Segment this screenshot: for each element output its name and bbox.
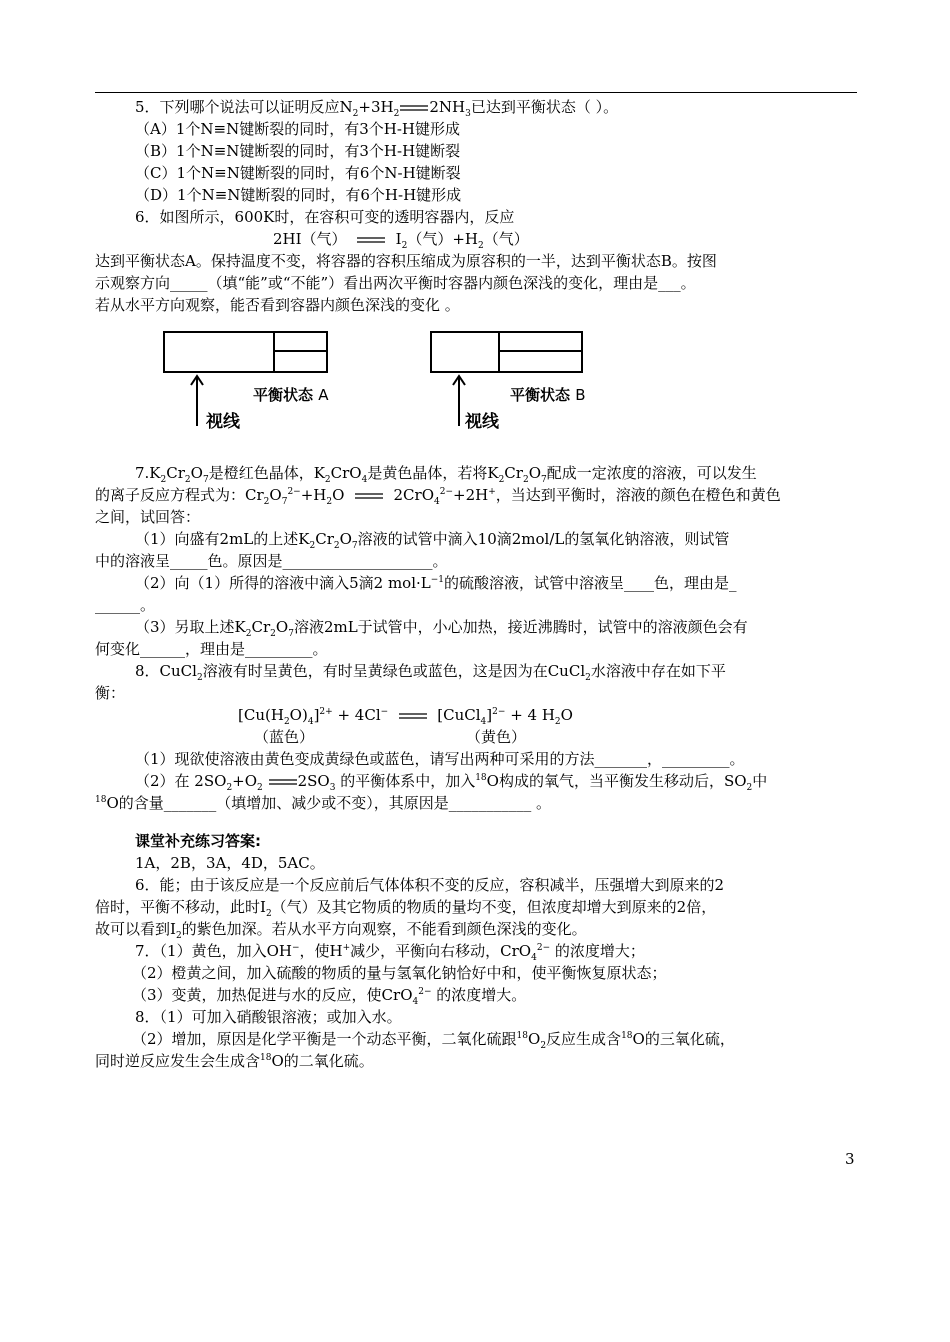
q8-line1: 8．CuCl$_2$溶液有时呈黄色，有时呈黄绿色或蓝色，这是因为在CuCl$_2$水溶液中存在如下平 [135, 662, 726, 683]
q5-stem: 5．下列哪个说法可以证明反应$N_2+3H_2$ $2NH_3$已达到平衡状态（ ）。 [135, 98, 619, 119]
q7-line2: 的离子反应方程式为：$Cr_2O_7^{2-}+H_2O$ 2CrO$_4^{2-}$+2H+，当达到平衡时，溶液的颜色在橙色和黄色 [95, 486, 781, 507]
q6-line4: 示观察方向_____（填“能”或“不能”）看出两次平衡时容器内颜色深浅的变化，理由是___。 [95, 274, 696, 292]
sight-arrow-icon [189, 374, 205, 426]
q7-line4: （1）向盛有2mL的上述$K_2Cr_2O_7$溶液的试管中滴入10滴2mol/L的氢氧化钠溶液，则试管 [135, 530, 730, 551]
answers-line1: 1A，2B，3A，4D，5AC。 [135, 854, 325, 872]
answers-q7-line3: （3）变黄，加热促进与水的反应，使CrO$_4^{2-}$ 的浓度增大。 [132, 986, 527, 1007]
container-b [430, 331, 583, 373]
diagram-label-b: 平衡状态 B [510, 386, 586, 404]
diagram-label-a: 平衡状态 A [253, 386, 329, 404]
equilibrium-arrow-icon [356, 236, 386, 244]
answers-q8-line3: 同时逆反应发生会生成含$^{18}$O的二氧化硫。 [95, 1052, 374, 1070]
q8-line2: 衡： [95, 684, 126, 702]
answers-q7-line1: 7．（1）黄色，加入OH−，使H+减少，平衡向右移动，CrO$_4^{2-}$ 的浓度增大； [135, 942, 645, 963]
answers-q7-line2: （2）橙黄之间，加入硫酸的物质的量与氢氧化钠恰好中和，使平衡恢复原状态； [132, 964, 667, 982]
q6-line5: 若从水平方向观察，能否看到容器内颜色深浅的变化 。 [95, 296, 460, 314]
equilibrium-arrow-icon [398, 712, 428, 720]
sight-label-b: 视线 [465, 412, 499, 432]
q8-line5: （2）在 $2SO_2+O_2$ $2SO_3$ 的平衡体系中，加入$^{18}$O构成的氧气，当平衡发生移动后，$SO_2$中 [135, 772, 768, 793]
q6-equation: 2HI（气） $I_2$（气）$+H_2$（气） [273, 230, 529, 251]
q8-equation: $[Cu(H_2O)_4]^{2+} + 4Cl^-$ [CuCl$_4$]$^{2-}$ + 4 $H_2O$ [238, 706, 573, 727]
q5-option-d: （D）1个N≡N键断裂的同时，有6个H-H键形成 [135, 186, 462, 204]
equilibrium-arrow-icon [399, 104, 429, 112]
q7-line9: 何变化______，理由是_________。 [95, 640, 328, 658]
answers-heading: 课堂补充练习答案: [135, 832, 261, 850]
q5-option-c: （C）1个N≡N键断裂的同时，有6个N-H键断裂 [135, 164, 461, 182]
piston-rod-a [273, 350, 326, 352]
q8-color-left: （蓝色） [254, 728, 315, 746]
equilibrium-arrow-icon [268, 778, 298, 786]
page-number: 3 [845, 1150, 855, 1168]
q7-line6: （2）向（1）所得的溶液中滴入5滴2 $mol\cdot L^{-1}$的硫酸溶液，试管中溶液呈____色，理由是_ [135, 574, 737, 592]
header-rule [95, 92, 857, 93]
q5-option-b: （B）1个N≡N键断裂的同时，有3个H-H键断裂 [135, 142, 461, 160]
q7-line1: $7.K_2Cr_2O_7$是橙红色晶体，$K_2CrO_4$是黄色晶体，若将$K_2Cr_2O_7$配成一定浓度的溶液，可以发生 [135, 464, 757, 485]
q5-option-a: （A）1个N≡N键断裂的同时，有3个H-H键形成 [135, 120, 460, 138]
container-a [163, 331, 328, 373]
q8-color-right: （黄色） [466, 728, 527, 746]
q8-line4: （1）现欲使溶液由黄色变成黄绿色或蓝色，请写出两种可采用的方法_______，_________。 [135, 750, 745, 768]
q7-line8: （3）另取上述$K_2Cr_2O_7$溶液2mL于试管中，小心加热，接近沸腾时，试管中的溶液颜色会有 [135, 618, 748, 639]
q7-line3: 之间，试回答： [95, 508, 201, 526]
q7-line7: ______。 [95, 596, 156, 614]
piston-b [498, 331, 500, 373]
piston-rod-b [498, 350, 581, 352]
q7-line5: 中的溶液呈_____色。原因是____________________。 [95, 552, 448, 570]
answers-q6-line1: 6．能；由于该反应是一个反应前后气体体积不变的反应，容积减半，压强增大到原来的2 [135, 876, 725, 894]
q6-line1: 6．如图所示，600K时，在容积可变的透明容器内，反应 [135, 208, 515, 226]
sight-label-a: 视线 [206, 412, 240, 432]
q8-line6: $^{18}$O的含量_______（填增加、减少或不变），其原因是___________ 。 [95, 794, 552, 812]
answers-q8-line2: （2）增加，原因是化学平衡是一个动态平衡，二氧化硫跟$^{18}O_2$反应生成含$^{18}$O的三氧化硫， [132, 1030, 735, 1051]
answers-q6-line3: 故可以看到$I_2$的紫色加深。若从水平方向观察，不能看到颜色深浅的变化。 [95, 920, 587, 941]
answers-q6-line2: 倍时，平衡不移动，此时$I_2$（气）及其它物质的物质的量均不变，但浓度却增大到原来的2倍， [95, 898, 717, 919]
equilibrium-arrow-icon [354, 492, 384, 500]
q6-line3: 达到平衡状态A。保持温度不变，将容器的容积压缩成为原容积的一半，达到平衡状态B。按图 [95, 252, 717, 270]
answers-q8-line1: 8．（1）可加入硝酸银溶液；或加入水。 [135, 1008, 402, 1026]
piston-a [273, 331, 275, 373]
